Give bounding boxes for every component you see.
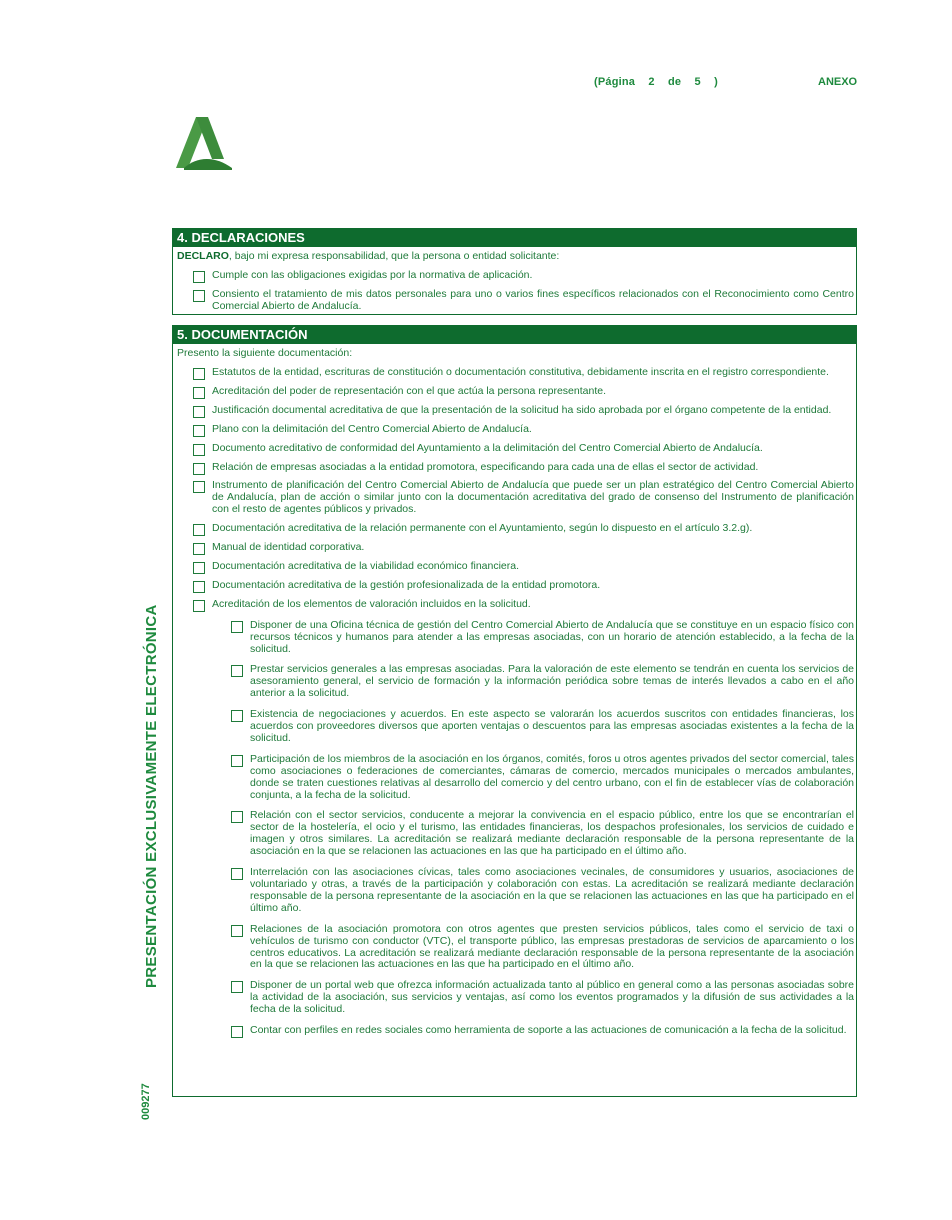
valuation-text: Participación de los miembros de la asociación en los órganos, comités, foros u otros agentes privados del sector comercial, tales como asociaciones o federaciones de comerciantes, cámaras de comercio, mercados municipales o mercados ambulantes, donde se traten cuestiones relativas al desarrollo del comercio y del centro urbano, con el fin de establecer vías de colaboración conjunta, a la fecha de la solicitud.	[250, 752, 854, 801]
document-item	[193, 443, 854, 455]
document-text: Acreditación del poder de representación con el que actúa la persona representante.	[212, 384, 607, 397]
document-item	[193, 561, 854, 573]
document-item	[193, 599, 854, 611]
document-item	[193, 367, 854, 379]
checkbox[interactable]	[193, 290, 205, 302]
section-intro	[173, 247, 856, 263]
valuation-item	[231, 810, 854, 858]
document-text: Justificación documental acreditativa de que la presentación de la solicitud ha sido aprobada por el órgano competente de la entidad.	[212, 403, 832, 416]
valuation-text: Relación con el sector servicios, conducente a mejorar la convivencia en el espacio público, entre los que se encontrarían el sector de la hostelería, el ocio y el turismo, las entidades financieras, los despachos profesionales, los servicios de cuidado e imagen y otros similares. La acreditación se realizará mediante declaración responsable de la persona representante de la asociación en la que se relacionen las actuaciones en las que ha participado en el último año.	[250, 809, 854, 858]
declaration-item	[193, 289, 854, 313]
checkbox[interactable]	[193, 524, 205, 536]
checkbox[interactable]	[193, 368, 205, 380]
document-text: Estatutos de la entidad, escrituras de constitución o documentación constitutiva, debidamente inscrita en el registro correspondiente.	[212, 366, 829, 378]
checkbox[interactable]	[193, 600, 205, 612]
document-item	[193, 462, 854, 474]
checkbox[interactable]	[193, 271, 205, 283]
form-code: 009277	[140, 1083, 152, 1120]
valuation-item	[231, 867, 854, 915]
valuation-item	[231, 980, 854, 1016]
declaration-item	[193, 270, 854, 282]
page-number: 2	[648, 76, 655, 88]
checkbox[interactable]	[193, 406, 205, 418]
document-item	[193, 480, 854, 516]
document-item	[193, 405, 854, 417]
declaration-text: Consiento el tratamiento de mis datos personales para uno o varios fines específicos relacionados con el Reconocimiento como Centro Comercial Abierto de Andalucía.	[212, 287, 854, 312]
page-of: de	[668, 76, 682, 88]
checkbox[interactable]	[231, 665, 243, 677]
document-text: Documentación acreditativa de la viabilidad económico financiera.	[212, 559, 520, 572]
section-declaraciones	[172, 228, 857, 315]
valuation-item	[231, 709, 854, 745]
document-text: Acreditación de los elementos de valoración incluidos en la solicitud.	[212, 597, 531, 610]
checkbox[interactable]	[231, 811, 243, 823]
valuation-item	[231, 754, 854, 802]
checkbox[interactable]	[231, 710, 243, 722]
valuation-text: Contar con perfiles en redes sociales como herramienta de soporte a las actuaciones de comunicación a la fecha de la solicitud.	[250, 1024, 847, 1037]
checkbox[interactable]	[193, 463, 205, 475]
declaro-label: DECLARO	[177, 250, 229, 262]
valuation-item	[231, 620, 854, 656]
valuation-item	[231, 1025, 854, 1037]
document-text: Documentación acreditativa de la relación permanente con el Ayuntamiento, según lo dispuesto en el artículo 3.2.g).	[212, 522, 753, 535]
valuation-text: Existencia de negociaciones y acuerdos. En este aspecto se valorarán los acuerdos suscritos con entidades financieras, los acuerdos con proveedores diversos que aporten ventajas o descuentos para las empresas asociadas existentes a la fecha de la solicitud.	[250, 708, 854, 744]
section-intro: Presento la siguiente documentación:	[177, 347, 353, 359]
valuation-text: Prestar servicios generales a las empresas asociadas. Para la valoración de este elemento se tendrán en cuenta los servicios de asesoramiento general, el servicio de formación y la información periódica sobre temas de interés llevados a cabo en el año anterior a la solicitud.	[250, 663, 854, 700]
document-text: Plano con la delimitación del Centro Comercial Abierto de Andalucía.	[212, 422, 532, 435]
document-text: Relación de empresas asociadas a la entidad promotora, especificando para cada una de ellas el sector de actividad.	[212, 460, 759, 473]
document-item	[193, 386, 854, 398]
document-text: Documentación acreditativa de la gestión profesionalizada de la entidad promotora.	[212, 578, 601, 591]
checkbox[interactable]	[193, 543, 205, 555]
document-text: Documento acreditativo de conformidad del Ayuntamiento a la delimitación del Centro Comercial Abierto de Andalucía.	[212, 441, 763, 454]
checkbox[interactable]	[193, 387, 205, 399]
checkbox[interactable]	[231, 1026, 243, 1038]
checkbox[interactable]	[193, 481, 205, 493]
document-item	[193, 580, 854, 592]
page-close: )	[714, 76, 718, 88]
checkbox[interactable]	[231, 621, 243, 633]
valuation-text: Relaciones de la asociación promotora con otros agentes que presten servicios públicos, tales como el servicio de taxi o vehículos de turismo con conductor (VTC), el transporte público, las empresas prestadoras de servicios de aparcamiento o los centros educativos. La acreditación se realizará mediante declaración responsable de la persona representante de la asociación en la que se relacionen las actuaciones en las que ha participado en el último año.	[250, 922, 854, 971]
valuation-text: Disponer de un portal web que ofrezca información actualizada tanto al público en general como a las personas asociadas sobre la actividad de la asociación, sus servicios y ventajas, así como los eventos programados y la difusión de sus actividades a la fecha de la solicitud.	[250, 979, 854, 1016]
valuation-text: Disponer de una Oficina técnica de gestión del Centro Comercial Abierto de Andalucía que se constituye en un espacio físico con recursos técnicos y humanos para atender a las empresas asociadas, con un horario de atención establecido, a la fecha de la solicitud.	[250, 618, 854, 655]
checkbox[interactable]	[231, 981, 243, 993]
checkbox[interactable]	[231, 868, 243, 880]
valuation-item	[231, 924, 854, 972]
junta-andalucia-logo	[174, 115, 234, 170]
section-title: 4. DECLARACIONES	[173, 229, 856, 247]
document-item	[193, 523, 854, 535]
valuation-item	[231, 664, 854, 700]
vertical-title: PRESENTACIÓN EXCLUSIVAMENTE ELECTRÓNICA	[143, 604, 160, 988]
checkbox[interactable]	[231, 755, 243, 767]
page-label: (Página	[594, 76, 636, 88]
checkbox[interactable]	[193, 444, 205, 456]
declaration-text: Cumple con las obligaciones exigidas por la normativa de aplicación.	[212, 269, 533, 281]
checkbox[interactable]	[193, 562, 205, 574]
section-documentacion	[172, 325, 857, 1097]
page-total: 5	[694, 76, 701, 88]
section-title: 5. DOCUMENTACIÓN	[173, 326, 856, 344]
annex-label: ANEXO	[818, 76, 858, 88]
checkbox[interactable]	[193, 425, 205, 437]
valuation-text: Interrelación con las asociaciones cívicas, tales como asociaciones vecinales, de consumidores y usuarios, asociaciones de voluntariado y otras, a través de la participación y colaboración con estas. La acreditación se realizará mediante declaración responsable de la persona representante de la asociación en la que se relacionen las actuaciones en las que ha participado en el último año.	[250, 866, 854, 914]
checkbox[interactable]	[193, 581, 205, 593]
document-text: Instrumento de planificación del Centro Comercial Abierto de Andalucía que puede ser un plan estratégico del Centro Comercial Abierto de Andalucía, plan de acción o similar junto con la documentación acreditativa del grado de consenso del Instrumento de planificación con el resto de agentes públicos y privados.	[212, 479, 854, 516]
checkbox[interactable]	[231, 925, 243, 937]
document-item	[193, 424, 854, 436]
document-item	[193, 542, 854, 554]
page-indicator	[594, 76, 728, 88]
document-text: Manual de identidad corporativa.	[212, 541, 365, 554]
intro-text: , bajo mi expresa responsabilidad, que la persona o entidad solicitante:	[228, 250, 560, 262]
